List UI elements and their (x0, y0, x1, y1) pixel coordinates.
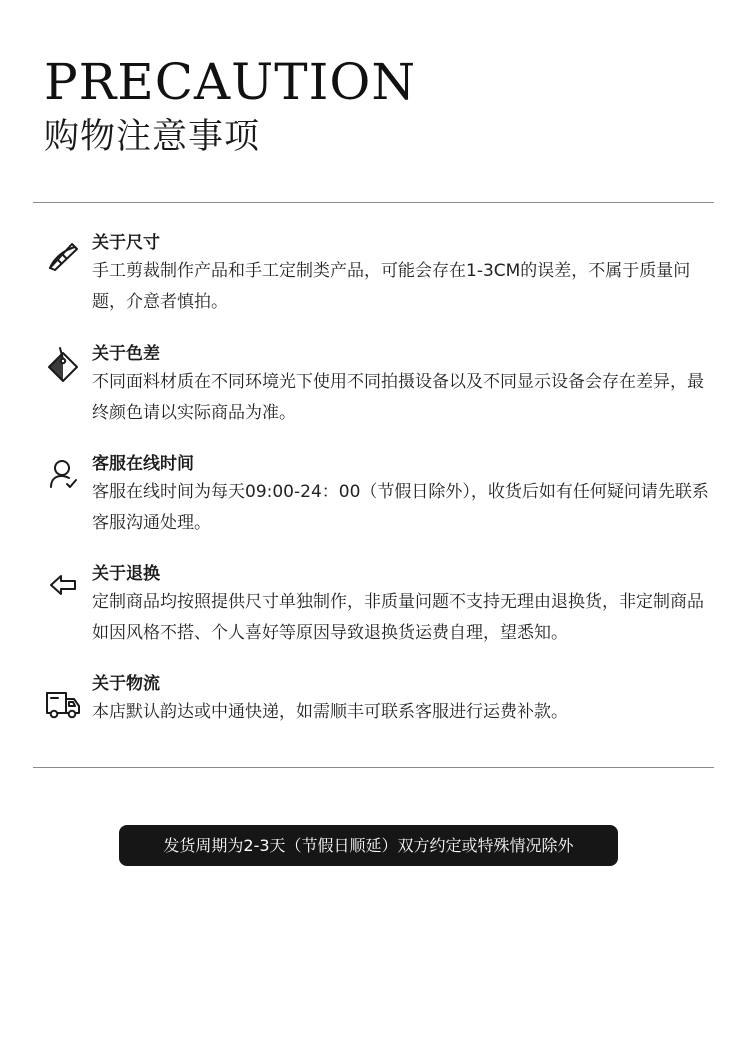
customer-service-icon (44, 455, 82, 493)
section-text: 不同面料材质在不同环境光下使用不同拍摄设备以及不同显示设备会存在差异，最终颜色请以实际商品为准。 (92, 372, 704, 423)
shipping-notice-banner: 发货周期为2-3天（节假日顺延）双方约定或特殊情况除外 (119, 825, 618, 866)
section-text: 手工剪裁制作产品和手工定制类产品，可能会存在1-3CM的误差，不属于质量问题，介意者慎拍。 (92, 261, 691, 312)
section-title: 关于色差 (92, 344, 160, 364)
page-title-en: PRECAUTION (44, 53, 417, 111)
return-arrow-icon (44, 567, 82, 605)
section-title: 关于物流 (92, 674, 160, 694)
bottom-divider (33, 767, 714, 768)
section-text: 客服在线时间为每天09:00-24：00（节假日除外），收货后如有任何疑问请先联系客服沟通处理。 (92, 482, 709, 533)
delivery-truck-icon (44, 685, 82, 723)
section-text: 本店默认韵达或中通快递，如需顺丰可联系客服进行运费补款。 (92, 702, 568, 722)
top-divider (33, 202, 714, 203)
page-title-cn: 购物注意事项 (44, 117, 261, 157)
section-title: 关于尺寸 (92, 233, 160, 253)
color-diamond-icon (44, 345, 82, 383)
section-title: 客服在线时间 (92, 454, 194, 474)
section-title: 关于退换 (92, 564, 160, 584)
ruler-icon (44, 236, 82, 274)
section-text: 定制商品均按照提供尺寸单独制作，非质量问题不支持无理由退换货，非定制商品如因风格不搭、个人喜好等原因导致退换货运费自理，望悉知。 (92, 592, 704, 643)
